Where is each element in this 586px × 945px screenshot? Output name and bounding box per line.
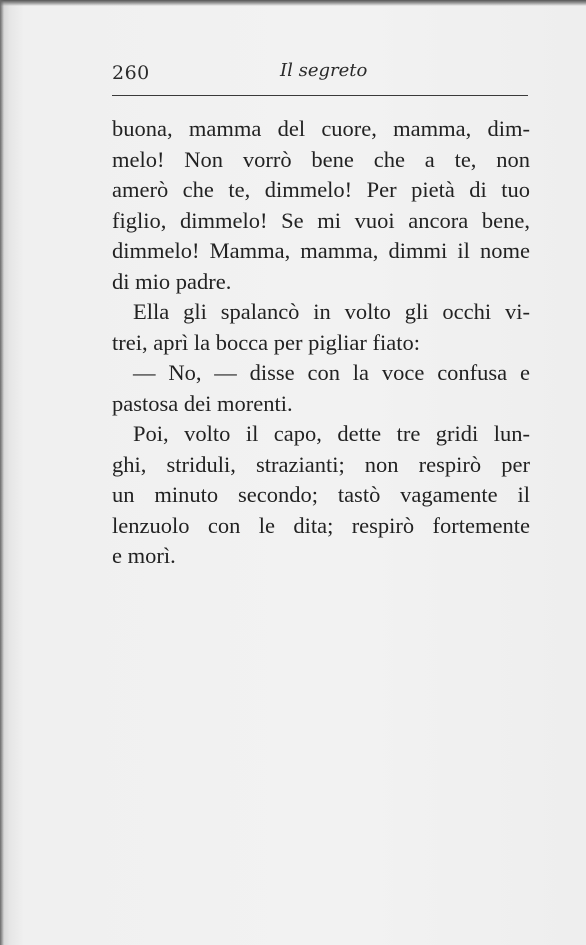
page-number: 260 (112, 62, 150, 84)
text-line: — No, — disse con la voce confusa e (133, 360, 530, 385)
text-line: lenzuolo con le dita; respirò fortemente (112, 512, 530, 538)
text-line: Ella gli spalancò in volto gli occhi vi- (133, 299, 530, 324)
text-line: amerò che te, dimmelo! Per pietà di tuo (112, 177, 530, 202)
body-text (112, 114, 530, 572)
page-binding-edge (0, 0, 4, 945)
header-rule (112, 95, 528, 96)
text-line: dimmelo! Mamma, mamma, dimmi il nome (112, 238, 530, 263)
text-line: melo! Non vorrò bene che a te, non (112, 146, 530, 172)
text-line: e morì. (112, 543, 176, 568)
page-header (112, 58, 526, 88)
running-title: Il segreto (280, 60, 368, 81)
text-line: trei, aprì la bocca per pigliar fiato: (112, 329, 420, 355)
text-line: pastosa dei morenti. (112, 390, 293, 416)
text-line: di mio padre. (112, 268, 232, 294)
text-line: ghi, striduli, strazianti; non respirò per (112, 451, 530, 477)
page-top-edge (0, 0, 586, 6)
text-line: Poi, volto il capo, dette tre gridi lun- (133, 421, 530, 446)
text-line: figlio, dimmelo! Se mi vuoi ancora bene, (112, 207, 530, 233)
text-line: un minuto secondo; tastò vagamente il (112, 482, 530, 507)
text-line: buona, mamma del cuore, mamma, dim- (112, 116, 530, 141)
